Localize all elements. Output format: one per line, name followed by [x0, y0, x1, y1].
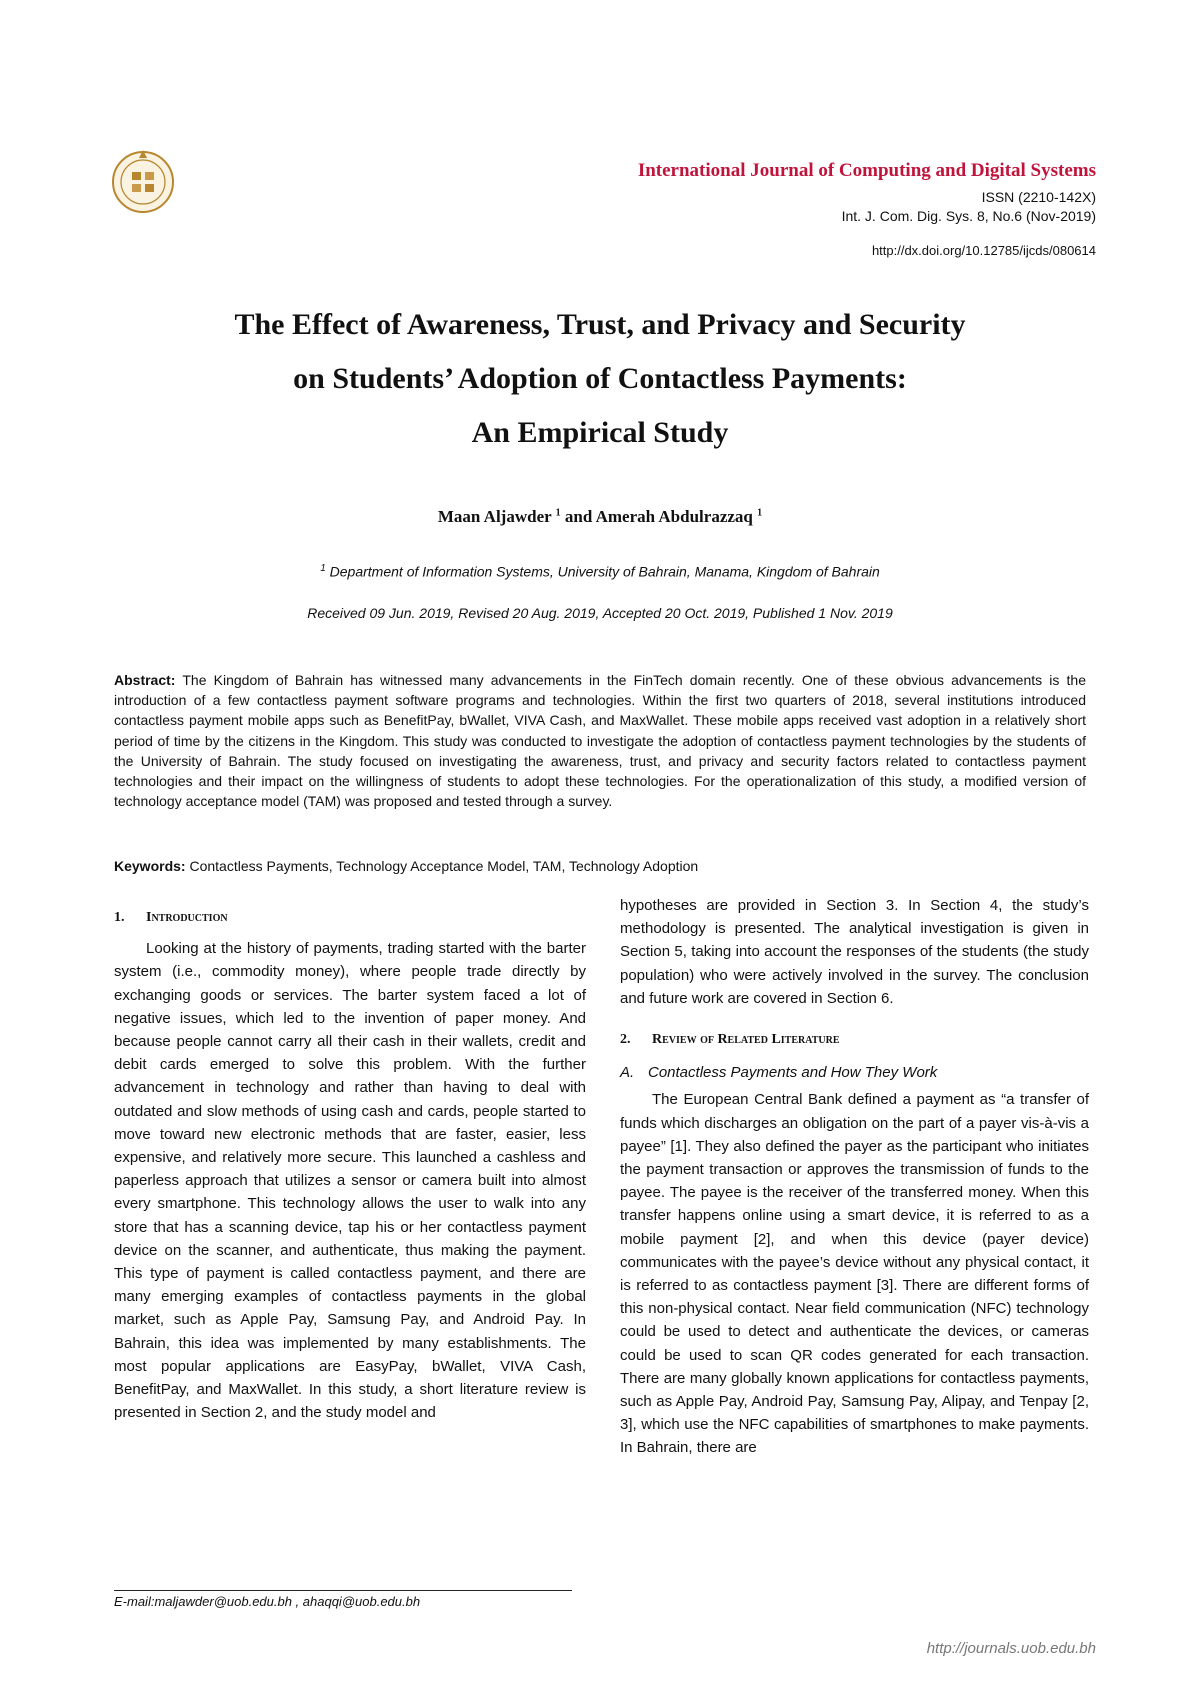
- affiliation-text: Department of Information Systems, University of Bahrain, Manama, Kingdom of Bahrain: [329, 563, 880, 580]
- keywords-label: Keywords:: [114, 858, 186, 874]
- right-column: [620, 894, 1089, 1460]
- abstract-label: Abstract:: [114, 672, 176, 688]
- author-1-sup: 1: [555, 507, 561, 519]
- section-1-continuation: hypotheses are provided in Section 3. In Section 4, the study’s methodology is presented. The analytical investigation is given in Section 5, taking into account the responses of the students (the study population) who were actively involved in the survey. The conclusion and future work are covered in Section 6.: [620, 897, 1089, 1007]
- subsection-a-label: A.: [620, 1064, 635, 1082]
- author-1: Maan Aljawder: [437, 507, 552, 526]
- section-2-number: 2.: [620, 1032, 631, 1048]
- author-joiner: and: [564, 507, 593, 526]
- paper-title-line-2: on Students’ Adoption of Contactless Payments:: [293, 362, 907, 395]
- author-emails: E-mail:maljawder@uob.edu.bh , ahaqqi@uob.edu.bh: [114, 1594, 421, 1609]
- paper-title-line-3: An Empirical Study: [471, 416, 729, 449]
- author-2: Amerah Abdulrazzaq: [595, 507, 753, 526]
- issn: ISSN (2210-142X): [981, 189, 1096, 205]
- section-2-title: Review of Related Literature: [652, 1032, 840, 1048]
- section-1-heading: [114, 906, 586, 929]
- section-1-title: Introduction: [146, 910, 228, 925]
- abstract-text: The Kingdom of Bahrain has witnessed many advancements in the FinTech domain recently. One of these obvious advancements is the introduction of a few contactless payment software programs and technologies. Within the first two quarters of 2018, several institutions introduced contactless payment mobile apps such as BenefitPay, bWallet, VIVA Cash, and MaxWallet. These mobile apps received vast adoption in a relatively short period of time by the citizens in the Kingdom. This study was conducted to investigate the adoption of contactless payment technologies by the students of the University of Bahrain. The study focused on investigating the awareness, trust, and privacy and security factors related to contactless payment technologies and their impact on the willingness of students to adopt these technologies. For the operationalization of this study, a modified version of technology acceptance model (TAM) was proposed and tested through a survey.: [114, 672, 1087, 810]
- section-2-paragraph: The European Central Bank defined a payment as “a transfer of funds which discharges an obligation on the part of a payer vis-à-vis a payee” [1]. They also defined the payer as the participant who initiates the payment transaction or approves the transmission of funds to the payee. The payee is the receiver of the transferred money. When this transfer happens online using a smart device, it is referred to as a mobile payment [2], and when this device (payer device) communicates with the payee’s device without any physical contact, it is referred to as contactless payment [3]. There are different forms of this non-physical contact. Near field communication (NFC) technology could be used to detect and authenticate the devices, or cameras could be used to scan QR codes generated for each transaction. There are many globally known applications for contactless payments, such as Apple Pay, Android Pay, Samsung Pay, Alipay, and Tenpay [2, 3], which use the NFC capabilities of smartphones to make payments. In Bahrain, there are: [620, 1091, 1089, 1457]
- subsection-a-heading: [620, 1061, 1089, 1084]
- publication-dates: Received 09 Jun. 2019, Revised 20 Aug. 2019, Accepted 20 Oct. 2019, Published 1 Nov. 2019: [307, 605, 893, 621]
- section-1-number: 1.: [114, 910, 125, 925]
- paper-title-line-1: The Effect of Awareness, Trust, and Privacy and Security: [234, 308, 966, 341]
- journal-logo: [110, 148, 176, 214]
- doi-link[interactable]: http://dx.doi.org/10.12785/ijcds/080614: [871, 243, 1096, 258]
- volume-info: Int. J. Com. Dig. Sys. 8, No.6 (Nov-2019): [841, 208, 1096, 224]
- journal-title: International Journal of Computing and Digital Systems: [637, 160, 1096, 181]
- keywords: [114, 858, 1086, 874]
- authors: [0, 507, 1200, 527]
- footnote-rule: [114, 1590, 572, 1591]
- abstract: [114, 670, 1086, 811]
- subsection-a-title: Contactless Payments and How They Work: [648, 1064, 938, 1082]
- section-1-paragraph: Looking at the history of payments, trading started with the barter system (i.e., commodity money), where people trade directly by exchanging goods or services. The barter system faced a lot of negative issues, which led to the invention of paper money. And because people cannot carry all their cash in their wallets, credit and debit cards emerged to solve this problem. With the further advancement in technology and rather than having to deal with outdated and slow methods of using cash and cards, people started to move toward new electronic methods that are faster, easier, less expensive, and relatively more secure. This launched a cashless and paperless approach that utilizes a sensor or camera built into almost every smartphone. This technology allows the user to walk into any store that has a scanning device, tap his or her contactless payment device on the scanner, and authenticate, thus making the payment. This type of payment is called contactless payment, and there are many emerging examples of contactless payments in the global market, such as Apple Pay, Samsung Pay, and Android Pay. In Bahrain, this idea was implemented by many establishments. The most popular applications are EasyPay, bWallet, VIVA Cash, BenefitPay, and MaxWallet. In this study, a short literature review is presented in Section 2, and the study model and: [114, 940, 586, 1422]
- left-column: [114, 906, 586, 1424]
- author-2-sup: 1: [757, 507, 763, 519]
- keywords-text: Contactless Payments, Technology Acceptance Model, TAM, Technology Adoption: [189, 858, 699, 874]
- section-2-heading: [620, 1028, 1089, 1051]
- footer-url[interactable]: http://journals.uob.edu.bh: [926, 1640, 1096, 1657]
- affiliation: [0, 563, 1200, 580]
- affiliation-sup: 1: [320, 563, 326, 574]
